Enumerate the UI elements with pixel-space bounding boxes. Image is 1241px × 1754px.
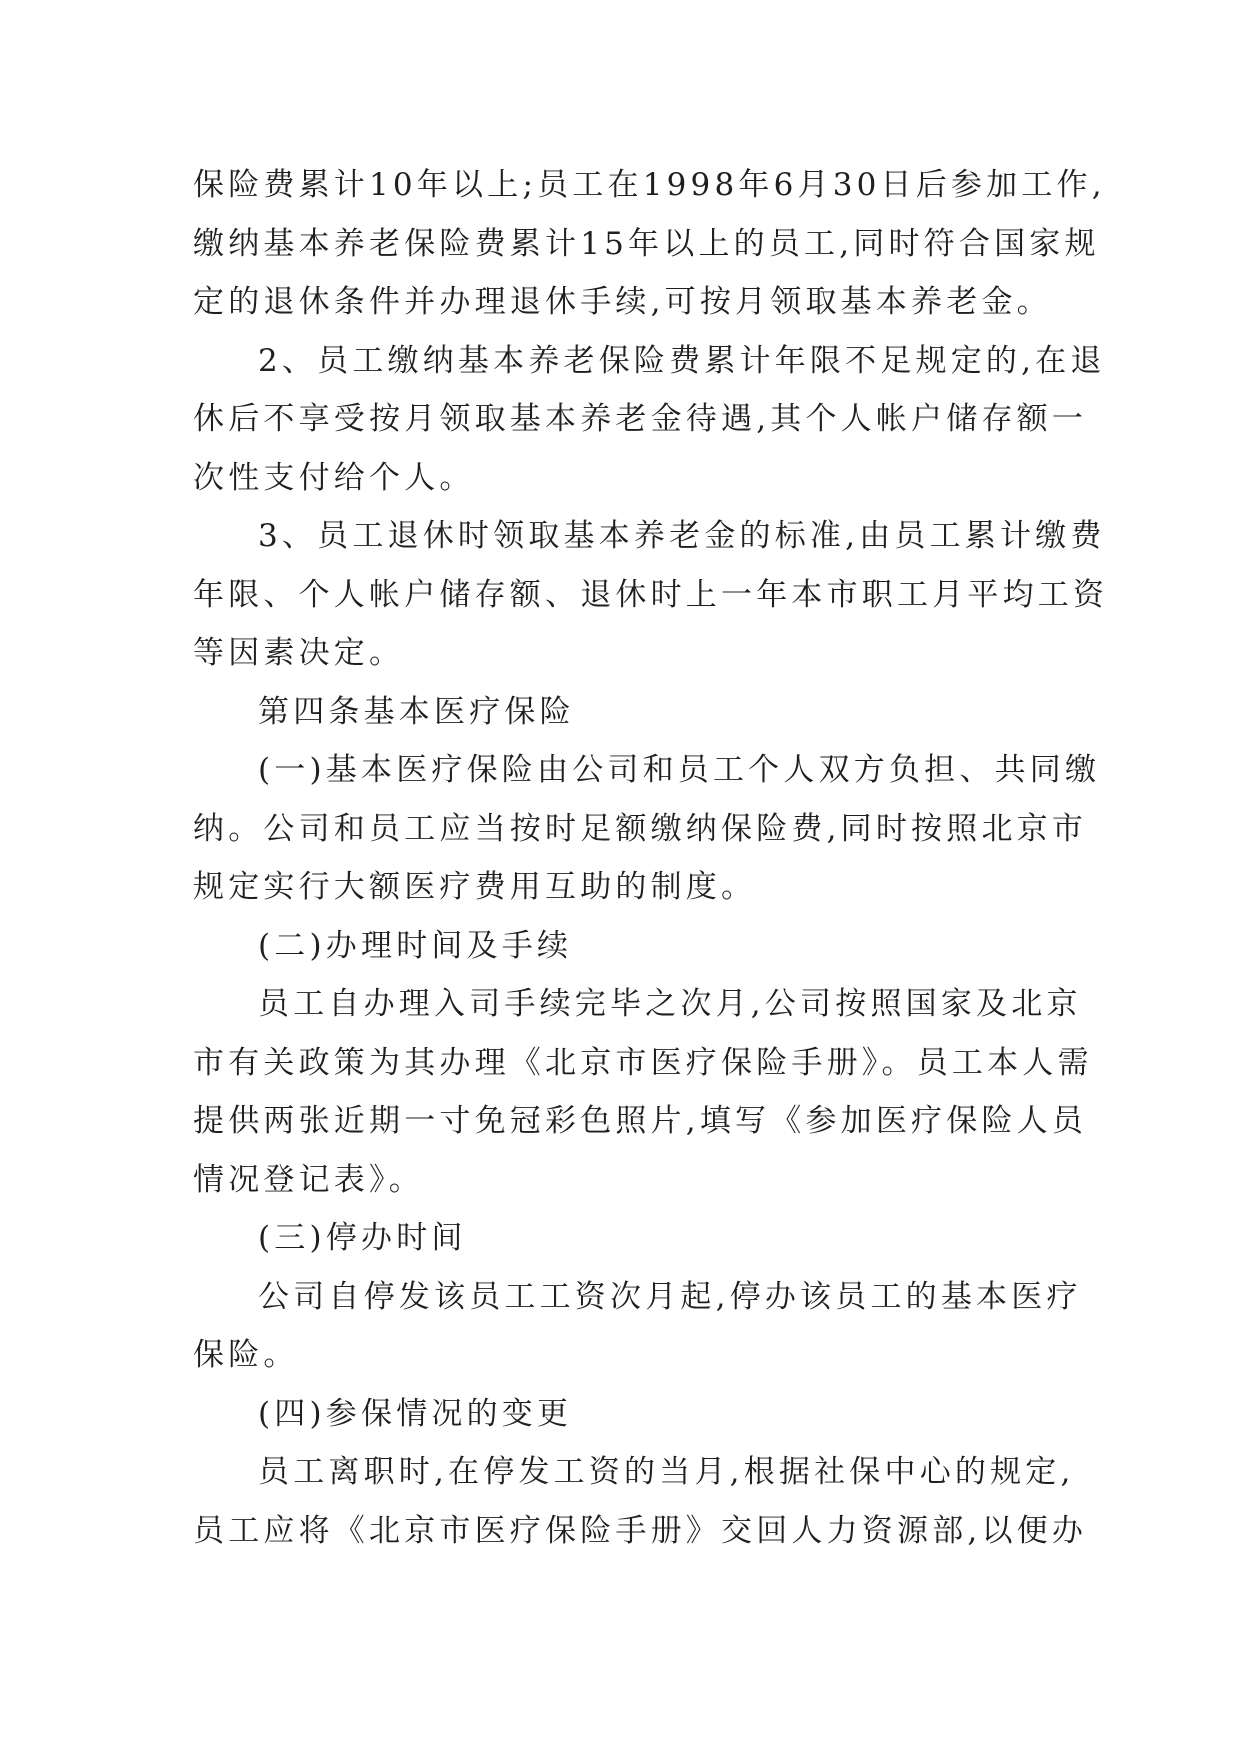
paragraph-start-line: 3、员工退休时领取基本养老金的标准,由员工累计缴费: [258, 518, 1106, 554]
section-heading: 第四条基本医疗保险: [258, 694, 575, 730]
body-text-line: 市有关政策为其办理《北京市医疗保险手册》。员工本人需: [193, 1045, 1093, 1081]
body-text-line: 定的退休条件并办理退休手续,可按月领取基本养老金。: [193, 284, 1052, 320]
body-text-line: 规定实行大额医疗费用互助的制度。: [193, 869, 757, 905]
subsection-heading: (四)参保情况的变更: [258, 1396, 573, 1432]
paragraph-start-line: 员工离职时,在停发工资的当月,根据社保中心的规定,: [258, 1454, 1075, 1490]
body-text-line: 缴纳基本养老保险费累计15年以上的员工,同时符合国家规: [193, 226, 1100, 262]
body-text-line: 纳。公司和员工应当按时足额缴纳保险费,同时按照北京市: [193, 811, 1088, 847]
paragraph-start-line: 员工自办理入司手续完毕之次月,公司按照国家及北京: [258, 986, 1082, 1022]
body-text-line: 保险。: [193, 1337, 299, 1373]
paragraph-start-line: (一)基本医疗保险由公司和员工个人双方负担、共同缴: [258, 752, 1101, 788]
body-text-line: 次性支付给个人。: [193, 460, 475, 496]
paragraph-start-line: 2、员工缴纳基本养老保险费累计年限不足规定的,在退: [258, 343, 1106, 379]
subsection-heading: (三)停办时间: [258, 1220, 467, 1256]
body-text-line: 保险费累计10年以上;员工在1998年6月30日后参加工作,: [193, 167, 1106, 203]
body-text-line: 员工应将《北京市医疗保险手册》交回人力资源部,以便办: [193, 1513, 1088, 1549]
body-text-line: 休后不享受按月领取基本养老金待遇,其个人帐户储存额一: [193, 401, 1088, 437]
paragraph-start-line: 公司自停发该员工工资次月起,停办该员工的基本医疗: [258, 1279, 1082, 1315]
body-text-line: 提供两张近期一寸免冠彩色照片,填写《参加医疗保险人员: [193, 1103, 1088, 1139]
body-text-line: 情况登记表》。: [193, 1162, 424, 1198]
body-text-line: 年限、个人帐户储存额、退休时上一年本市职工月平均工资: [193, 577, 1109, 613]
body-text-line: 等因素决定。: [193, 635, 405, 671]
subsection-heading: (二)办理时间及手续: [258, 928, 573, 964]
